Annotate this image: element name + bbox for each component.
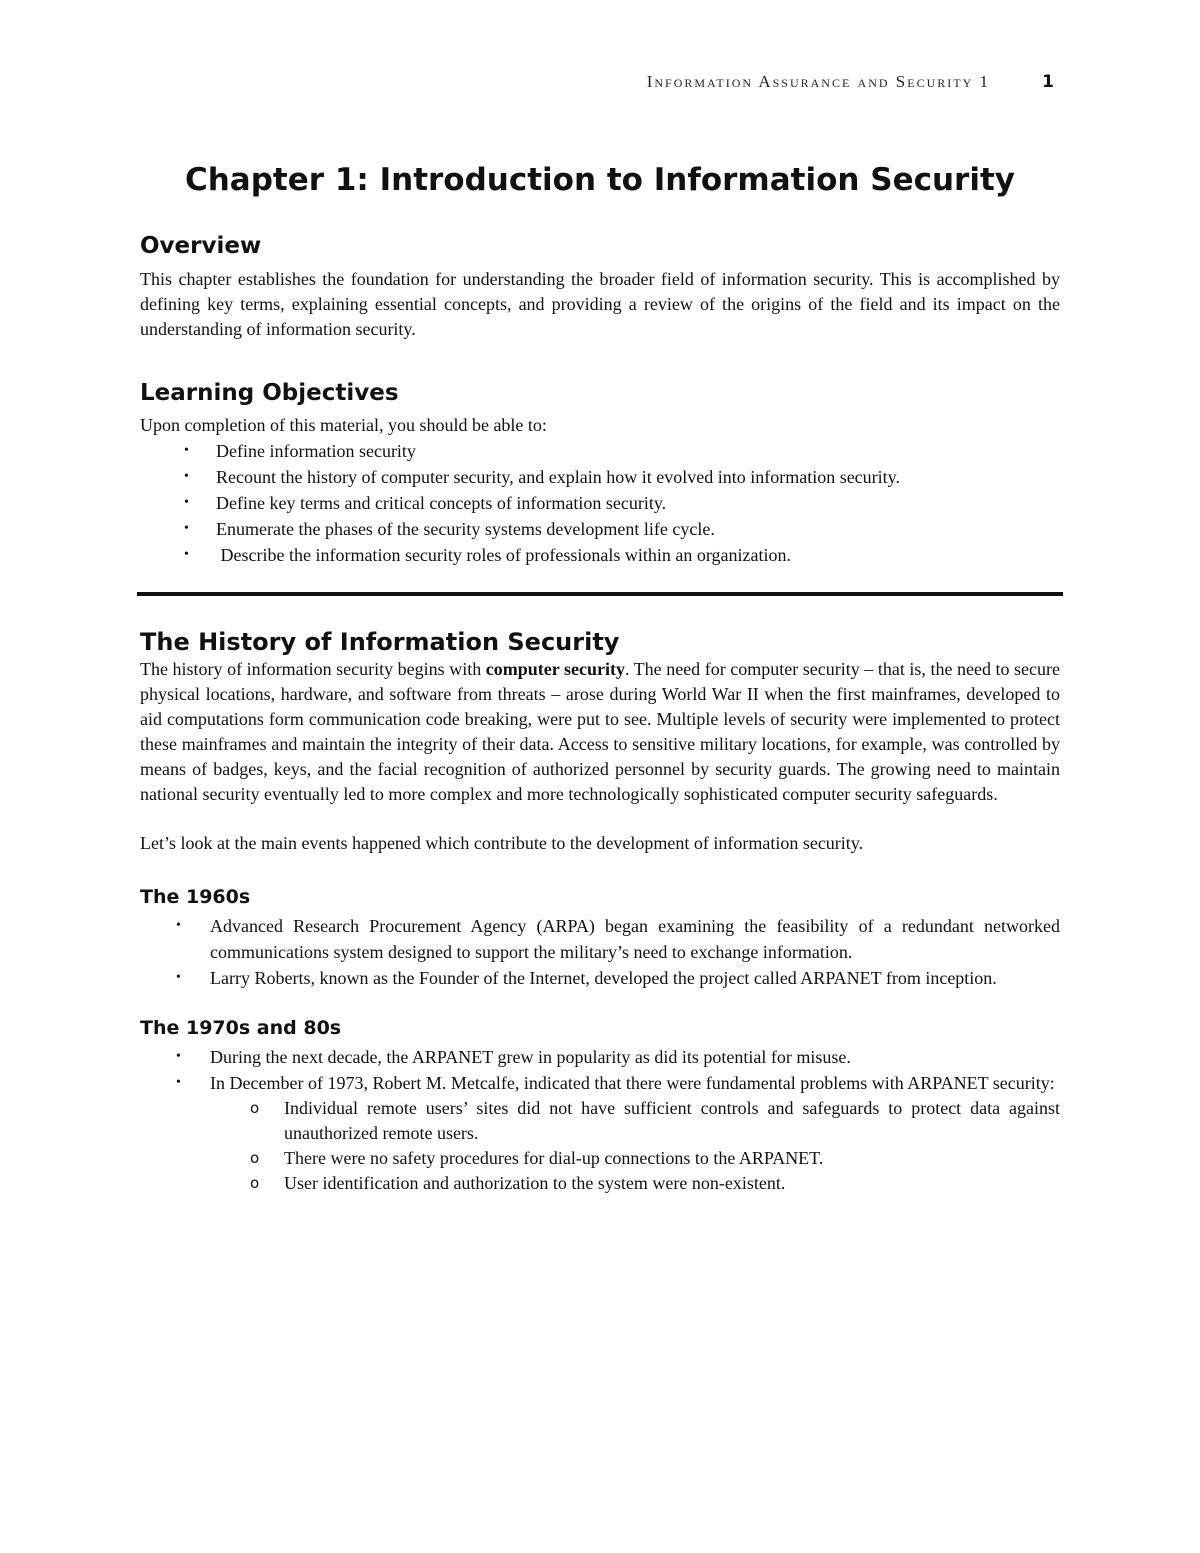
bullet-icon: •: [184, 469, 189, 485]
learning-objectives-section: [140, 380, 1060, 569]
list-item: • Enumerate the phases of the security systems development life cycle.: [140, 516, 1060, 542]
bullet-icon: •: [176, 1048, 181, 1064]
list-item: • Define key terms and critical concepts of information security.: [140, 490, 1060, 516]
era-1960s-section: [140, 886, 1060, 991]
chapter-title: Chapter 1: Introduction to Information Security: [184, 162, 1015, 198]
sub-list-item: o There were no safety procedures for dial-up connections to the ARPANET.: [140, 1146, 1060, 1171]
era-1960s-heading: The 1960s: [140, 886, 251, 909]
bullet-icon: •: [184, 495, 189, 511]
era-1970s-sublist: [140, 1096, 1060, 1196]
bullet-icon: •: [176, 969, 181, 985]
bullet-icon: •: [176, 1074, 181, 1090]
term-computer-security: computer security: [485, 659, 625, 680]
learning-objectives-list: [140, 438, 1060, 568]
era-1970s-section: [140, 1017, 1060, 1196]
bullet-icon: •: [176, 917, 181, 933]
list-item: • Advanced Research Procurement Agency (ARPA) began examining the feasibility of a redundant networked communications system designed to support the military’s need to exchange information.: [140, 913, 1060, 965]
list-item: • Define information security: [140, 438, 1060, 464]
learning-objectives-heading: Learning Objectives: [140, 379, 399, 406]
era-1960s-list: [140, 913, 1060, 991]
sub-list-item: o Individual remote users’ sites did not have sufficient controls and safeguards to protect data against unauthorized remote users.: [250, 1097, 1060, 1143]
learning-objectives-intro: Upon completion of this material, you should be able to:: [140, 415, 547, 436]
bullet-icon: •: [184, 547, 189, 563]
bullet-icon: •: [184, 521, 189, 537]
era-1970s-heading: The 1970s and 80s: [140, 1016, 342, 1039]
list-item: • Describe the information security roles of professionals within an organization.: [140, 542, 1060, 568]
circle-bullet-icon: o: [250, 1098, 260, 1117]
list-item: • Larry Roberts, known as the Founder of the Internet, developed the project called ARPANET from inception.: [140, 965, 1060, 991]
running-header: [0, 72, 1200, 98]
list-item: • Recount the history of computer security, and explain how it evolved into information security.: [140, 464, 1060, 490]
section-divider: [137, 592, 1063, 596]
running-title: Information Assurance and Security 1: [646, 72, 990, 91]
list-item: • In December of 1973, Robert M. Metcalfe, indicated that there were fundamental problems with ARPANET security:: [140, 1070, 1060, 1096]
circle-bullet-icon: o: [250, 1148, 260, 1167]
overview-section: [140, 233, 1060, 342]
bullet-icon: •: [184, 443, 189, 459]
sub-list-item: o User identification and authorization to the system were non-existent.: [140, 1171, 1060, 1196]
circle-bullet-icon: o: [250, 1173, 260, 1192]
list-item: • During the next decade, the ARPANET grew in popularity as did its potential for misuse.: [140, 1044, 1060, 1070]
history-lead: Let’s look at the main events happened which contribute to the development of information security.: [140, 833, 864, 854]
history-section: [140, 628, 1060, 856]
overview-text: This chapter establishes the foundation for understanding the broader field of information security. This is accomplished by defining key terms, explaining essential concepts, and providing a review of the origins of the field and its impact on the understanding of information security.: [140, 268, 1060, 339]
history-heading: The History of Information Security: [140, 628, 620, 657]
era-1970s-list: [140, 1044, 1060, 1096]
overview-heading: Overview: [140, 233, 262, 260]
history-paragraph: The history of information security begins with computer security. The need for computer security – that is, the need to secure physical locations, hardware, and software from threats – arose during World War II when the first mainframes, developed to aid computations form communication code breaking, were put to see. Multiple levels of security were implemented to protect these mainframes and maintain the integrity of their data. Access to sensitive military locations, for example, was controlled by means of badges, keys, and the facial recognition of authorized personnel by security guards. The growing need to maintain national security eventually led to more complex and more technologically sophisticated computer security safeguards.: [140, 659, 1061, 805]
page-number: 1: [1042, 72, 1054, 92]
document-body: [140, 162, 1060, 1196]
